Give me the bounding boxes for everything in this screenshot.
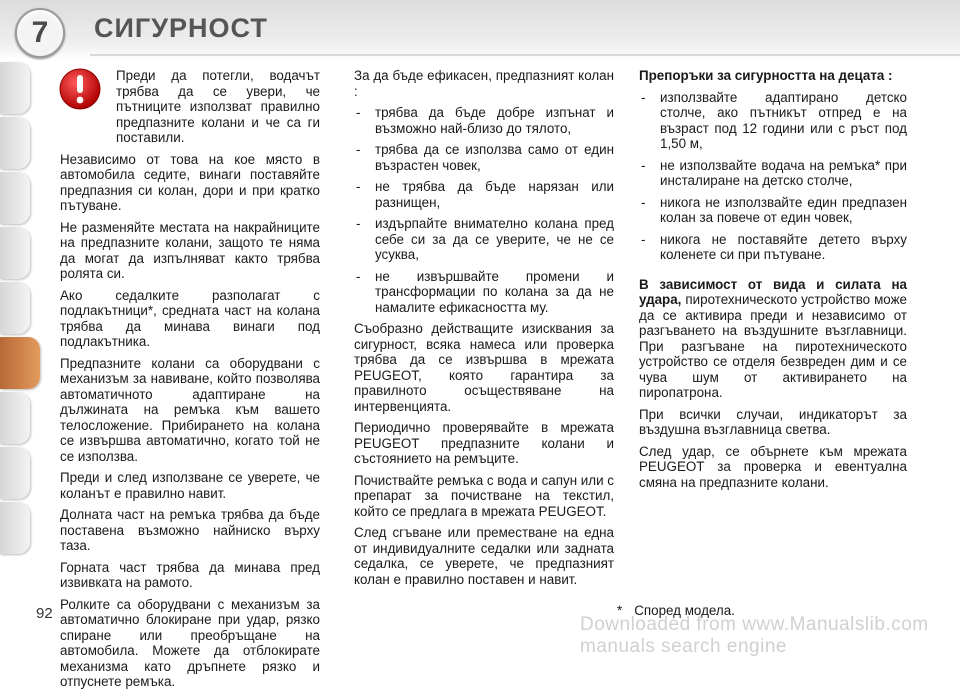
column-middle: [354, 68, 614, 593]
chapter-tab[interactable]: [0, 117, 30, 169]
chapter-tab[interactable]: [0, 227, 30, 279]
list-item: - издърпайте внимателно колана пред себе си за да се уверите, че не се усуква,: [354, 216, 614, 263]
chapter-tab[interactable]: [0, 392, 30, 444]
paragraph: Ако седалките разполагат с подлакътници*, средната част на колана трябва да минава винаги под подлакътника.: [60, 287, 320, 349]
paragraph: След сгъване или преместване на една от индивидуалните седалки или задната седалка, се уверете, че предпазният колан е правилно поставен и навит.: [354, 525, 614, 587]
list-item: - трябва да бъде добре изпънат и възможно най-близо до тялото,: [354, 105, 614, 136]
pretensioner-text: пиротехническото устройство може да се активира преди и независимо от разгъването на въздушните възглавници. При разгъване на пиротехническото устройство се отделя безвреден дим и се чува шум от активирането на пиропатрона.: [639, 292, 907, 400]
list-item: - не трябва да бъде нарязан или разнищен,: [354, 179, 614, 210]
paragraph: При всички случаи, индикаторът за въздушна възглавница светва.: [639, 406, 907, 437]
children-safety-heading: Препоръки за сигурността на децата :: [639, 68, 893, 83]
footnote-text: Според модела.: [634, 603, 735, 618]
paragraph: Периодично проверявайте в мрежата PEUGEOT предпазните колани и състоянието на ремъците.: [354, 420, 614, 466]
bullet-lead: За да бъде ефикасен, предпазният колан :: [354, 68, 614, 99]
paragraph: След удар, се обърнете към мрежата PEUGEOT за проверка и евентуална смяна на предпазните колани.: [639, 443, 907, 490]
paragraph: Ролките са оборудвани с механизъм за автоматично блокиране при удар, рязко спиране или преобръщане на автомобила. Можете да отблокирате механизма като дръпнете рязко и отпуснете ремъка.: [60, 596, 320, 689]
paragraph: Долната част на ремъка трябва да бъде поставена възможно найниско върху таза.: [60, 507, 320, 553]
list-item: - не извършвайте промени и трансформации по колана за да не намалите ефикасността му.: [354, 269, 614, 316]
paragraph: Не разменяйте местата на накрайниците на предпазните колани, защото те няма да могат да изпълняват както трябва ролята си.: [60, 219, 320, 281]
paragraph: Почиствайте ремъка с вода и сапун или с препарат за почистване на текстил, който се предлага в мрежата PEUGEOT.: [354, 472, 614, 519]
pretensioner-bold-lead: В зависимост от вида и силата на удара,: [639, 276, 907, 307]
warning-intro-text: Преди да потегли, водачът трябва да се увери, че пътниците използват правилно предпазните колани и че са ги поставили.: [116, 68, 320, 145]
chapter-tab-active[interactable]: [0, 337, 40, 389]
chapter-tab-strip: [0, 62, 36, 557]
watermark: Downloaded from www.Manualslib.com manuals search engine: [580, 614, 929, 657]
chapter-number-badge: [15, 8, 65, 58]
chapter-number: 7: [31, 16, 49, 49]
chapter-tab[interactable]: [0, 502, 30, 554]
chapter-tab[interactable]: [0, 282, 30, 334]
chapter-tab[interactable]: [0, 172, 30, 224]
list-item: - използвайте адаптирано детско столче, ако пътникът отпред е на възраст под 12 години или с ръст под 1,50 м,: [639, 90, 907, 152]
page-title: СИГУРНОСТ: [94, 13, 268, 43]
list-item: - никога не използвайте един предпазен колан за повече от един човек,: [639, 195, 907, 226]
footnote-mark: *: [617, 603, 623, 618]
column-left: [60, 68, 320, 696]
paragraph: Горната част трябва да минава пред извивката на рамото.: [60, 559, 320, 590]
chapter-tab[interactable]: [0, 447, 30, 499]
chapter-tab[interactable]: [0, 62, 30, 114]
pretensioner-paragraph: [639, 277, 907, 401]
belt-rules-list: [354, 105, 614, 315]
list-item: - не използвайте водача на ремъка* при инсталиране на детско столче,: [639, 158, 907, 189]
paragraph: Предпазните колани са оборудвани с механизъм за навиване, който позволява автоматичното адаптиране на дължината на ремъка към вашето телосложение. Прибирането на колана се извършва автоматично, когато той не се използва.: [60, 355, 320, 464]
paragraph: Съобразно действащите изисквания за сигурност, всяка намеса или проверка трябва да се извършва в мрежата PEUGEOT, която гарантира за правилното осъществяване на интервенцията.: [354, 321, 614, 414]
list-item: - никога не поставяйте детето върху коленете си при пътуване.: [639, 232, 907, 263]
list-item: - трябва да се използва само от един възрастен човек,: [354, 142, 614, 173]
column-right: [639, 68, 907, 496]
title-divider: [90, 54, 960, 56]
paragraph: Независимо от това на кое място в автомобила седите, винаги поставяйте предпазния си колан, дори и при кратко пътуване.: [60, 151, 320, 213]
page-number: 92: [36, 605, 53, 622]
children-safety-list: [639, 90, 907, 263]
paragraph: Преди и след използване се уверете, че коланът е правилно навит.: [60, 470, 320, 501]
